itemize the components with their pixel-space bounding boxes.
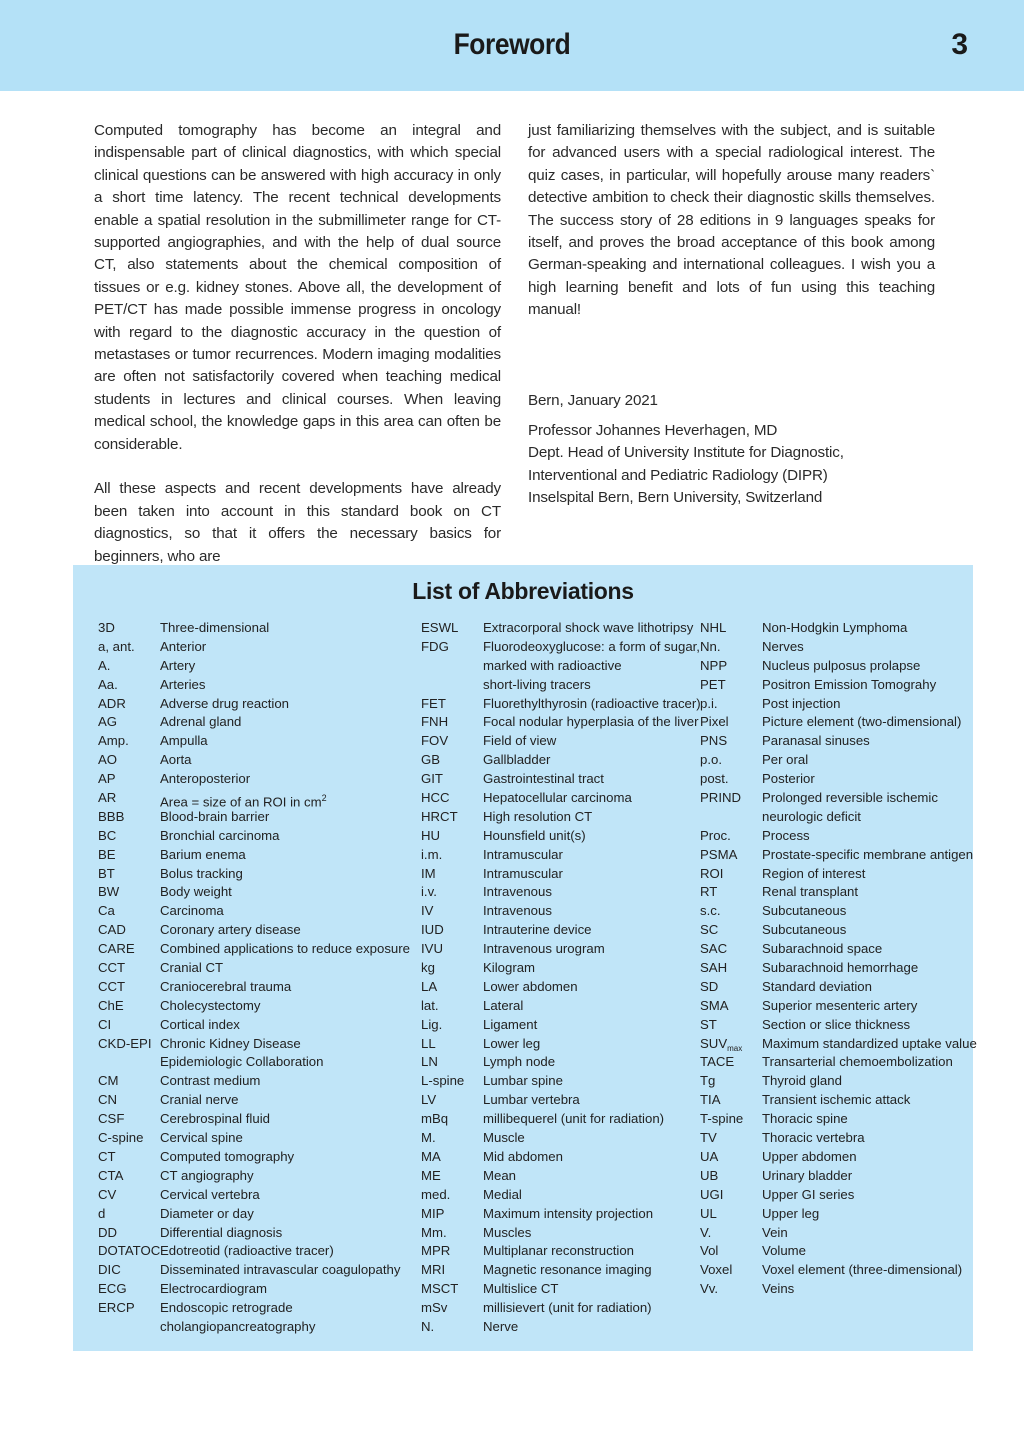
abbreviation-definition: Multislice CT <box>483 1281 559 1297</box>
abbreviation-definition: Nerves <box>762 638 804 654</box>
abbreviation-term: UB <box>700 1167 719 1183</box>
abbreviation-definition: Renal transplant <box>762 884 859 900</box>
abbreviation-definition: Voxel element (three-dimensional) <box>762 1262 963 1278</box>
abbreviation-definition: Posterior <box>762 771 815 787</box>
abbreviation-definition: Kilogram <box>483 960 536 976</box>
place-date: Bern, January 2021 <box>528 391 658 409</box>
abbreviation-definition: Electrocardiogram <box>160 1281 268 1297</box>
abbreviation-definition: Bronchial carcinoma <box>160 827 280 843</box>
abbreviation-term: IVU <box>421 941 443 957</box>
author-name: Professor Johannes Heverhagen, MD <box>528 422 778 440</box>
abbreviation-term: post. <box>700 771 729 787</box>
abbreviation-term: ST <box>700 1016 717 1032</box>
abbreviation-term: Proc. <box>700 827 731 843</box>
abbreviation-term: Tg <box>700 1073 716 1089</box>
abbreviation-term: BC <box>98 827 117 843</box>
abbreviation-definition: Lumbar spine <box>483 1073 563 1089</box>
abbreviation-term: AG <box>98 714 118 730</box>
abbreviation-definition: Carcinoma <box>160 903 224 919</box>
abbreviation-definition: Endoscopic retrograde <box>160 1300 293 1316</box>
foreword-right-column <box>528 120 935 510</box>
abbreviation-term: CCT <box>98 960 126 976</box>
abbreviation-term: MA <box>421 1148 441 1164</box>
abbreviation-definition: Subcutaneous <box>762 903 847 919</box>
abbreviation-term: MIP <box>421 1205 445 1221</box>
abbreviation-term: LN <box>421 1054 438 1070</box>
abbreviation-definition: Region of interest <box>762 865 866 881</box>
abbreviation-term: T-spine <box>700 1111 744 1127</box>
abbreviation-term: Lig. <box>421 1016 443 1032</box>
abbreviation-definition: Subarachnoid space <box>762 941 883 957</box>
abbreviation-term: LA <box>421 978 438 994</box>
abbreviation-term: Vol <box>700 1243 719 1259</box>
abbreviation-term: FOV <box>421 733 449 749</box>
abbreviation-definition: Intramuscular <box>483 865 563 881</box>
abbreviation-definition: Thoracic vertebra <box>762 1130 865 1146</box>
abbreviation-term: PNS <box>700 733 728 749</box>
abbreviation-term: FDG <box>421 638 449 654</box>
abbreviation-definition: Thoracic spine <box>762 1111 848 1127</box>
abbreviation-term: Mm. <box>421 1224 447 1240</box>
abbreviation-term: p.o. <box>700 752 722 768</box>
abbreviation-term: LL <box>421 1035 436 1051</box>
affiliation-line-1: Dept. Head of University Institute for Diagnostic, <box>528 444 844 462</box>
abbreviation-definition: Thyroid gland <box>762 1073 842 1089</box>
abbreviation-definition: Hounsfield unit(s) <box>483 827 586 843</box>
abbreviation-term: BBB <box>98 808 125 824</box>
abbreviation-definition: Anterior <box>160 638 207 654</box>
abbreviation-definition: Lumbar vertebra <box>483 1092 580 1108</box>
abbreviation-definition: Adverse drug reaction <box>160 695 290 711</box>
abbreviation-term: $SUV_{max}$ <box>700 1035 743 1053</box>
abbreviation-definition: Three-dimensional <box>160 620 270 635</box>
abbreviation-definition: Fluorodeoxyglucose: a form of sugar, <box>483 638 700 654</box>
abbreviation-term: L-spine <box>421 1073 465 1089</box>
page-number: 3 <box>951 28 968 61</box>
abbreviation-definition: Picture element (two-dimensional) <box>762 714 962 730</box>
abbreviation-term: M. <box>421 1130 436 1146</box>
abbreviation-definition: Standard deviation <box>762 978 872 994</box>
abbreviation-term: med. <box>421 1186 451 1202</box>
abbreviation-term: Nn. <box>700 638 721 654</box>
abbreviation-definition: Arteries <box>160 676 206 692</box>
abbreviation-definition: Nerve <box>483 1318 519 1334</box>
foreword-left-column <box>94 120 501 568</box>
abbreviation-term: A. <box>98 657 111 673</box>
abbreviation-term: LV <box>421 1092 437 1108</box>
abbreviation-definition: CT angiography <box>160 1167 254 1183</box>
abbreviation-definition: Gallbladder <box>483 752 551 768</box>
abbreviation-term: CI <box>98 1016 112 1032</box>
abbreviation-term: GB <box>421 752 441 768</box>
abbreviation-definition: Medial <box>483 1186 522 1202</box>
abbreviation-term: s.c. <box>700 903 721 919</box>
abbreviation-definition: Urinary bladder <box>762 1167 853 1183</box>
abbreviation-definition: cholangiopancreatography <box>160 1318 316 1334</box>
abbreviation-definition: Ligament <box>483 1016 538 1032</box>
abbreviations-panel <box>73 565 977 1351</box>
abbreviation-term: CCT <box>98 978 126 994</box>
abbreviation-definition: Prolonged reversible ischemic <box>762 790 938 806</box>
abbreviation-term: SAH <box>700 960 728 976</box>
abbreviation-term: CT <box>98 1148 116 1164</box>
abbreviation-term: i.m. <box>421 846 443 862</box>
abbreviation-term: a, ant. <box>98 638 135 654</box>
abbreviation-definition: Non-Hodgkin Lymphoma <box>762 620 908 635</box>
abbreviation-term: NHL <box>700 620 727 635</box>
abbreviation-definition: Computed tomography <box>160 1148 295 1164</box>
abbreviation-term: BW <box>98 884 120 900</box>
abbreviation-definition: Positron Emission Tomograhy <box>762 676 937 692</box>
abbreviation-definition: Bolus tracking <box>160 865 243 881</box>
abbreviation-definition: Diameter or day <box>160 1205 254 1221</box>
abbreviation-term: CV <box>98 1186 117 1202</box>
abbreviation-term: UL <box>700 1205 717 1221</box>
abbreviation-definition: Muscles <box>483 1224 532 1240</box>
abbreviation-definition: Multiplanar reconstruction <box>483 1243 634 1259</box>
abbreviation-term: HCC <box>421 790 450 806</box>
affiliation-line-2: Interventional and Pediatric Radiology (DIPR) <box>528 466 828 484</box>
abbreviation-term: SAC <box>700 941 728 957</box>
abbreviation-definition: Anteroposterior <box>160 771 251 787</box>
abbreviation-term: BT <box>98 865 115 881</box>
abbreviation-definition: Maximum intensity projection <box>483 1205 654 1221</box>
abbreviation-term: V. <box>700 1224 712 1240</box>
abbreviation-definition: Hepatocellular carcinoma <box>483 790 632 806</box>
abbreviation-definition: Transarterial chemoembolization <box>762 1054 953 1070</box>
page-header <box>0 0 1024 91</box>
abbreviation-definition: Cranial nerve <box>160 1092 239 1108</box>
abbreviation-term: IUD <box>421 922 444 938</box>
abbreviation-term: AR <box>98 790 117 806</box>
abbreviation-term: ADR <box>98 695 126 711</box>
foreword-paragraph-2: All these aspects and recent developments have already been taken into account in this standard book on CT diagnostics, so that it offers the necessary basics for beginners, who are <box>94 480 501 565</box>
abbreviation-definition: Edotreotid (radioactive tracer) <box>160 1243 334 1259</box>
abbreviation-definition: Barium enema <box>160 846 246 862</box>
abbreviation-definition: marked with radioactive <box>483 657 622 673</box>
abbreviation-term: i.v. <box>421 884 437 900</box>
abbreviation-term: PRIND <box>700 790 742 806</box>
abbreviation-term: ChE <box>98 997 124 1013</box>
signature-block <box>528 390 935 510</box>
abbreviation-definition: Fluorethylthyrosin (radioactive tracer) <box>483 695 701 711</box>
abbreviation-definition: Disseminated intravascular coagulopathy <box>160 1262 401 1278</box>
abbreviation-term: MSCT <box>421 1281 459 1297</box>
abbreviation-definition: Mean <box>483 1167 516 1183</box>
abbreviation-term: IM <box>421 865 436 881</box>
abbreviation-definition: Field of view <box>483 733 557 749</box>
abbreviation-definition: Intravenous urogram <box>483 941 605 957</box>
abbreviation-definition: Lateral <box>483 997 524 1013</box>
abbreviation-definition: Upper GI series <box>762 1186 855 1202</box>
abbreviation-term: p.i. <box>700 695 718 711</box>
abbreviation-term: Amp. <box>98 733 129 749</box>
abbreviation-term: Voxel <box>700 1262 733 1278</box>
abbreviation-term: CM <box>98 1073 119 1089</box>
abbreviation-term: BE <box>98 846 116 862</box>
abbreviation-term: DD <box>98 1224 118 1240</box>
abbreviation-definition: Chronic Kidney Disease <box>160 1035 301 1051</box>
abbreviation-definition: Vein <box>762 1224 788 1240</box>
abbreviation-term: MPR <box>421 1243 451 1259</box>
abbreviation-definition: Transient ischemic attack <box>762 1092 911 1108</box>
abbreviation-definition: Lower abdomen <box>483 978 578 994</box>
abbreviation-term: SD <box>700 978 719 994</box>
abbreviation-definition: millisievert (unit for radiation) <box>483 1300 652 1316</box>
abbreviation-term: DOTATOC <box>98 1243 161 1259</box>
abbreviation-term: CARE <box>98 941 135 957</box>
abbreviation-term: 3D <box>98 620 115 635</box>
abbreviation-definition: Contrast medium <box>160 1073 261 1089</box>
abbreviation-definition: Process <box>762 827 810 843</box>
abbreviation-definition: Adrenal gland <box>160 714 242 730</box>
abbreviation-definition: Lymph node <box>483 1054 556 1070</box>
abbreviation-term: lat. <box>421 997 439 1013</box>
abbreviation-definition: Volume <box>762 1243 806 1259</box>
abbreviation-definition: neurologic deficit <box>762 808 861 824</box>
abbreviation-term: ECG <box>98 1281 127 1297</box>
abbreviation-definition: Intravenous <box>483 884 552 900</box>
abbreviation-term: HU <box>421 827 441 843</box>
abbreviation-term: IV <box>421 903 434 919</box>
abbreviation-term: ESWL <box>421 620 459 635</box>
abbreviation-definition: Intramuscular <box>483 846 563 862</box>
abbreviation-definition: millibequerel (unit for radiation) <box>483 1111 665 1127</box>
abbreviation-term: CTA <box>98 1167 124 1183</box>
abbreviation-definition: Subcutaneous <box>762 922 847 938</box>
abbreviation-term: PET <box>700 676 726 692</box>
abbreviation-definition: Intravenous <box>483 903 552 919</box>
abbreviation-term: N. <box>421 1318 435 1334</box>
abbreviation-definition: Coronary artery disease <box>160 922 301 938</box>
abbreviation-term: DIC <box>98 1262 121 1278</box>
abbreviation-definition: Cholecystectomy <box>160 997 261 1013</box>
abbreviation-term: PSMA <box>700 846 738 862</box>
abbreviation-definition: Intrauterine device <box>483 922 592 938</box>
abbreviation-term: FNH <box>421 714 449 730</box>
abbreviation-term: UA <box>700 1148 719 1164</box>
abbreviation-definition: Subarachnoid hemorrhage <box>762 960 919 976</box>
abbreviation-term: CN <box>98 1092 118 1108</box>
abbreviation-definition: Post injection <box>762 695 841 711</box>
abbreviation-definition: short-living tracers <box>483 676 591 692</box>
abbreviation-term: mSv <box>421 1300 448 1316</box>
abbreviation-term: GIT <box>421 771 443 787</box>
abbreviation-definition: Area = size of an ROI in $cm^2$ <box>160 793 327 810</box>
abbreviation-definition: Lower leg <box>483 1035 541 1051</box>
abbreviation-term: ROI <box>700 865 724 881</box>
abbreviation-term: TIA <box>700 1092 721 1108</box>
abbreviation-term: AP <box>98 771 116 787</box>
abbreviation-definition: Cranial CT <box>160 960 224 976</box>
abbreviation-definition: Per oral <box>762 752 809 768</box>
abbreviation-definition: Cerebrospinal fluid <box>160 1111 270 1127</box>
abbreviation-definition: Prostate-specific membrane antigen <box>762 846 974 862</box>
abbreviation-definition: Aorta <box>160 752 192 768</box>
abbreviation-term: Pixel <box>700 714 729 730</box>
abbreviation-term: MRI <box>421 1262 446 1278</box>
abbreviation-definition: High resolution CT <box>483 808 593 824</box>
abbreviation-definition: Craniocerebral trauma <box>160 978 292 994</box>
abbreviation-definition: Maximum standardized uptake value <box>762 1035 977 1051</box>
abbreviation-definition: Blood-brain barrier <box>160 808 270 824</box>
abbreviation-term: SC <box>700 922 719 938</box>
abbreviation-definition: Muscle <box>483 1130 525 1146</box>
abbreviation-definition: Epidemiologic Collaboration <box>160 1054 324 1070</box>
subscript-max: max <box>727 1043 743 1053</box>
foreword-paragraph-1: Computed tomography has become an integral and indispensable part of clinical diagnostics, with which special clinical questions can be answered with high accuracy in only a short time latency. The recent technical developments enable a spatial resolution in the submillimeter range for CT-supported angiographies, and with the help of dual source CT, also statements about the chemical composition of tissues or e.g. kidney stones. Above all, the development of PET/CT has made possible immense progress in oncology with regard to the diagnostic accuracy in the question of metastases or tumor recurrences. Modern imaging modalities are often not satisfactorily covered when teaching medical students in lectures and clinical courses. When leaving medical school, the knowledge gaps in this area can often be considerable. <box>94 122 501 453</box>
abbreviation-term: Ca <box>98 903 115 919</box>
abbreviation-definition: Magnetic resonance imaging <box>483 1262 652 1278</box>
abbreviation-definition: Veins <box>762 1281 795 1297</box>
abbreviation-definition: Ampulla <box>160 733 208 749</box>
abbreviation-definition: Gastrointestinal tract <box>483 771 604 787</box>
abbreviation-definition: Section or slice thickness <box>762 1016 911 1032</box>
abbreviation-definition: Cortical index <box>160 1016 240 1032</box>
affiliation-line-3: Inselspital Bern, Bern University, Switzerland <box>528 489 823 507</box>
abbreviation-definition: Focal nodular hyperplasia of the liver <box>483 714 699 730</box>
abbreviation-term: NPP <box>700 657 728 673</box>
abbreviation-term: Vv. <box>700 1281 719 1297</box>
abbreviation-term: CKD-EPI <box>98 1035 152 1051</box>
abbreviation-term: ME <box>421 1167 441 1183</box>
abbreviation-term: UGI <box>700 1186 724 1202</box>
abbreviation-definition: Upper leg <box>762 1205 820 1221</box>
superscript-2: 2 <box>321 793 327 804</box>
abbreviation-definition: Nucleus pulposus prolapse <box>762 657 921 673</box>
abbreviation-definition: Body weight <box>160 884 232 900</box>
abbreviation-term: d <box>98 1205 106 1221</box>
abbreviation-definition: Differential diagnosis <box>160 1224 283 1240</box>
abbreviation-definition: Superior mesenteric artery <box>762 997 918 1013</box>
abbreviation-term: mBq <box>421 1111 449 1127</box>
abbreviation-term: CSF <box>98 1111 125 1127</box>
foreword-paragraph-3: just familiarizing themselves with the subject, and is suitable for advanced users with a special radiological interest. The quiz cases, in particular, will hopefully arouse many readers` detective ambition to check their diagnostic skills themselves. The success story of 28 editions in 9 languages speaks for itself, and proves the broad acceptance of this book among German-speaking and international colleagues. I wish you a high learning benefit and lots of fun using this teaching manual! <box>528 122 935 319</box>
abbreviation-definition: Cervical vertebra <box>160 1186 260 1202</box>
abbreviation-definition: Extracorporal shock wave lithotripsy <box>483 620 694 635</box>
abbreviation-definition: Artery <box>160 657 196 673</box>
abbreviation-definition: Mid abdomen <box>483 1148 563 1164</box>
abbreviation-term: kg <box>421 960 435 976</box>
abbreviation-term: RT <box>700 884 718 900</box>
abbreviation-term: TV <box>700 1130 717 1146</box>
abbreviation-term: SMA <box>700 997 729 1013</box>
abbreviation-definition: Cervical spine <box>160 1130 243 1146</box>
abbreviation-definition: Paranasal sinuses <box>762 733 870 749</box>
abbreviation-definition: Combined applications to reduce exposure <box>160 941 410 957</box>
abbreviation-term: TACE <box>700 1054 735 1070</box>
abbreviation-term: ERCP <box>98 1300 135 1316</box>
abbreviation-term: C-spine <box>98 1130 144 1146</box>
abbreviation-term: AO <box>98 752 118 768</box>
page-title: Foreword <box>453 28 571 61</box>
abbreviation-term: FET <box>421 695 446 711</box>
abbreviations-title: List of Abbreviations <box>412 578 634 604</box>
abbreviation-term: CAD <box>98 922 126 938</box>
abbreviation-term: HRCT <box>421 808 458 824</box>
abbreviation-term: Aa. <box>98 676 118 692</box>
abbreviation-definition: Upper abdomen <box>762 1148 857 1164</box>
